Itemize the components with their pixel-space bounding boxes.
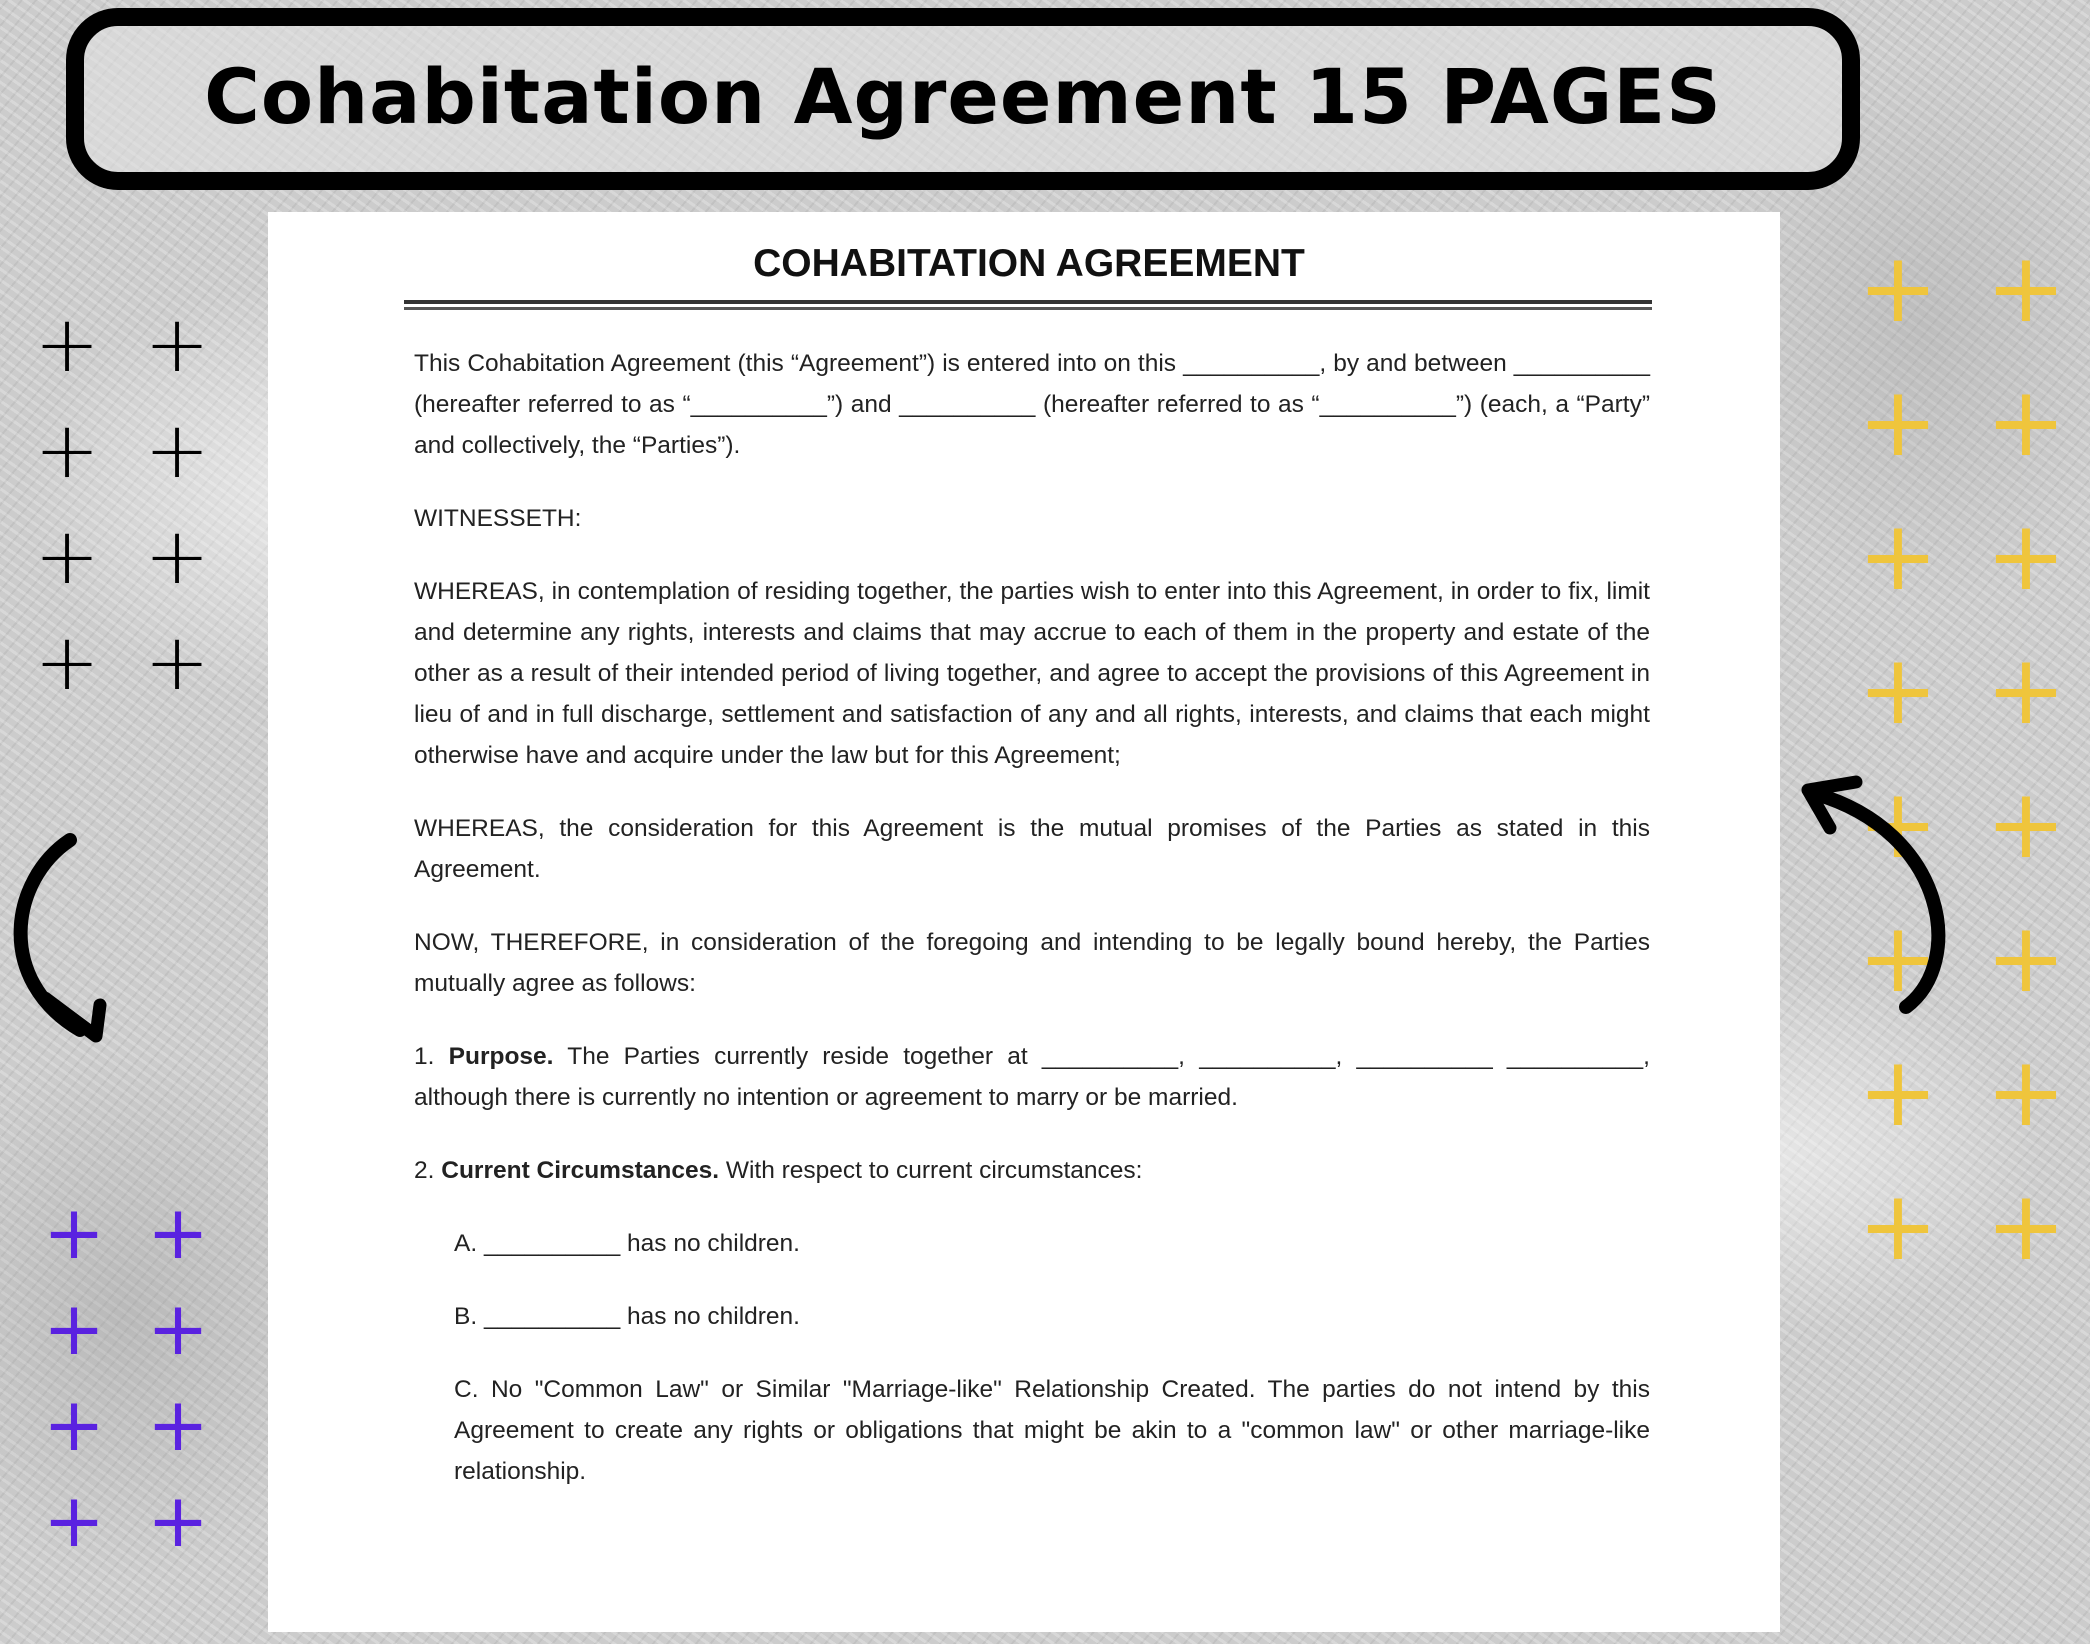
list-item-c: C. No "Common Law" or Similar "Marriage-like" Relationship Created. The parties do not intend by this Agreement to create any rights or obligations that might be akin to a "common law" or other marriage-like relationship. (454, 1376, 1650, 1485)
plus-icon: + (1857, 1170, 1939, 1282)
plus-icon: + (1857, 902, 1939, 1014)
plus-icon: + (1985, 1170, 2067, 1282)
list-item-a: A. __________ has no children. (454, 1230, 800, 1257)
banner-title: Cohabitation Agreement 15 PAGES (204, 51, 1722, 141)
plus-grid-top-left (12, 300, 232, 708)
document-preview (268, 212, 1780, 1632)
whereas-paragraph-2: WHEREAS, the consideration for this Agreement is the mutual promises of the Parties as stated in this Agreement. (414, 815, 1650, 883)
intro-paragraph: This Cohabitation Agreement (this “Agreement”) is entered into on this __________, by and between __________ (hereafter referred to as “__________”) and __________ (hereafter referred to as “__________”) (each, a “Party” and collectively, the “Parties”). (414, 350, 1650, 459)
plus-icon: + (1857, 1036, 1939, 1148)
witnesseth-heading: WITNESSETH: (414, 505, 582, 532)
plus-icon: + (1985, 500, 2067, 612)
plus-icon: + (42, 1478, 105, 1564)
plus-icon: + (42, 1382, 105, 1468)
plus-icon: + (146, 1382, 209, 1468)
now-therefore-paragraph: NOW, THEREFORE, in consideration of the foregoing and intending to be legally bound hereby, the Parties mutually agree as follows: (414, 929, 1650, 997)
plus-icon: + (42, 1190, 105, 1276)
section-text: The Parties currently reside together at __________, __________, __________ __________, although there is currently no intention or agreement to marry or be married. (414, 1043, 1650, 1111)
plus-icon: + (34, 618, 100, 708)
plus-icon: + (1985, 634, 2067, 746)
plus-icon: + (1985, 1036, 2067, 1148)
title-double-rule (404, 300, 1652, 311)
plus-icon: + (34, 300, 100, 390)
plus-icon: + (144, 406, 210, 496)
plus-icon: + (1857, 366, 1939, 478)
plus-grid-right (1834, 232, 2090, 1282)
section-heading: Current Circumstances. (441, 1157, 720, 1184)
curved-arrow-up-left-icon (1796, 762, 1966, 1022)
plus-icon: + (34, 512, 100, 602)
plus-icon: + (34, 406, 100, 496)
plus-icon: + (144, 618, 210, 708)
section-text: With respect to current circumstances: (725, 1157, 1143, 1184)
plus-icon: + (1985, 232, 2067, 344)
plus-icon: + (146, 1478, 209, 1564)
plus-icon: + (1857, 500, 1939, 612)
plus-icon: + (1857, 768, 1939, 880)
plus-icon: + (1985, 366, 2067, 478)
whereas-paragraph-1: WHEREAS, in contemplation of residing together, the parties wish to enter into this Agreement, in order to fix, limit and determine any rights, interests and claims that may accrue to each of them in the property and estate of the other as a result of their intended period of living together, and agree to accept the provisions of this Agreement in lieu of and in full discharge, settlement and satisfaction of any and all rights, interests, and claims that each might otherwise have and acquire under the law but for this Agreement; (414, 578, 1650, 769)
plus-icon: + (1985, 902, 2067, 1014)
section-heading: Purpose. (448, 1043, 554, 1070)
section-number: 2. (414, 1157, 435, 1184)
plus-icon: + (42, 1286, 105, 1372)
title-banner (66, 8, 1860, 190)
section-number: 1. (414, 1043, 435, 1070)
plus-icon: + (1857, 232, 1939, 344)
curved-arrow-down-right-icon (0, 830, 150, 1060)
section-purpose (414, 1036, 1650, 1118)
plus-icon: + (144, 512, 210, 602)
section-current-circumstances (414, 1150, 1650, 1191)
plus-icon: + (146, 1190, 209, 1276)
document-title: COHABITATION AGREEMENT (753, 242, 1305, 285)
plus-icon: + (146, 1286, 209, 1372)
plus-icon: + (144, 300, 210, 390)
plus-icon: + (1985, 768, 2067, 880)
plus-grid-bottom-left (22, 1190, 230, 1564)
list-item-b: B. __________ has no children. (454, 1303, 800, 1330)
plus-icon: + (1857, 634, 1939, 746)
